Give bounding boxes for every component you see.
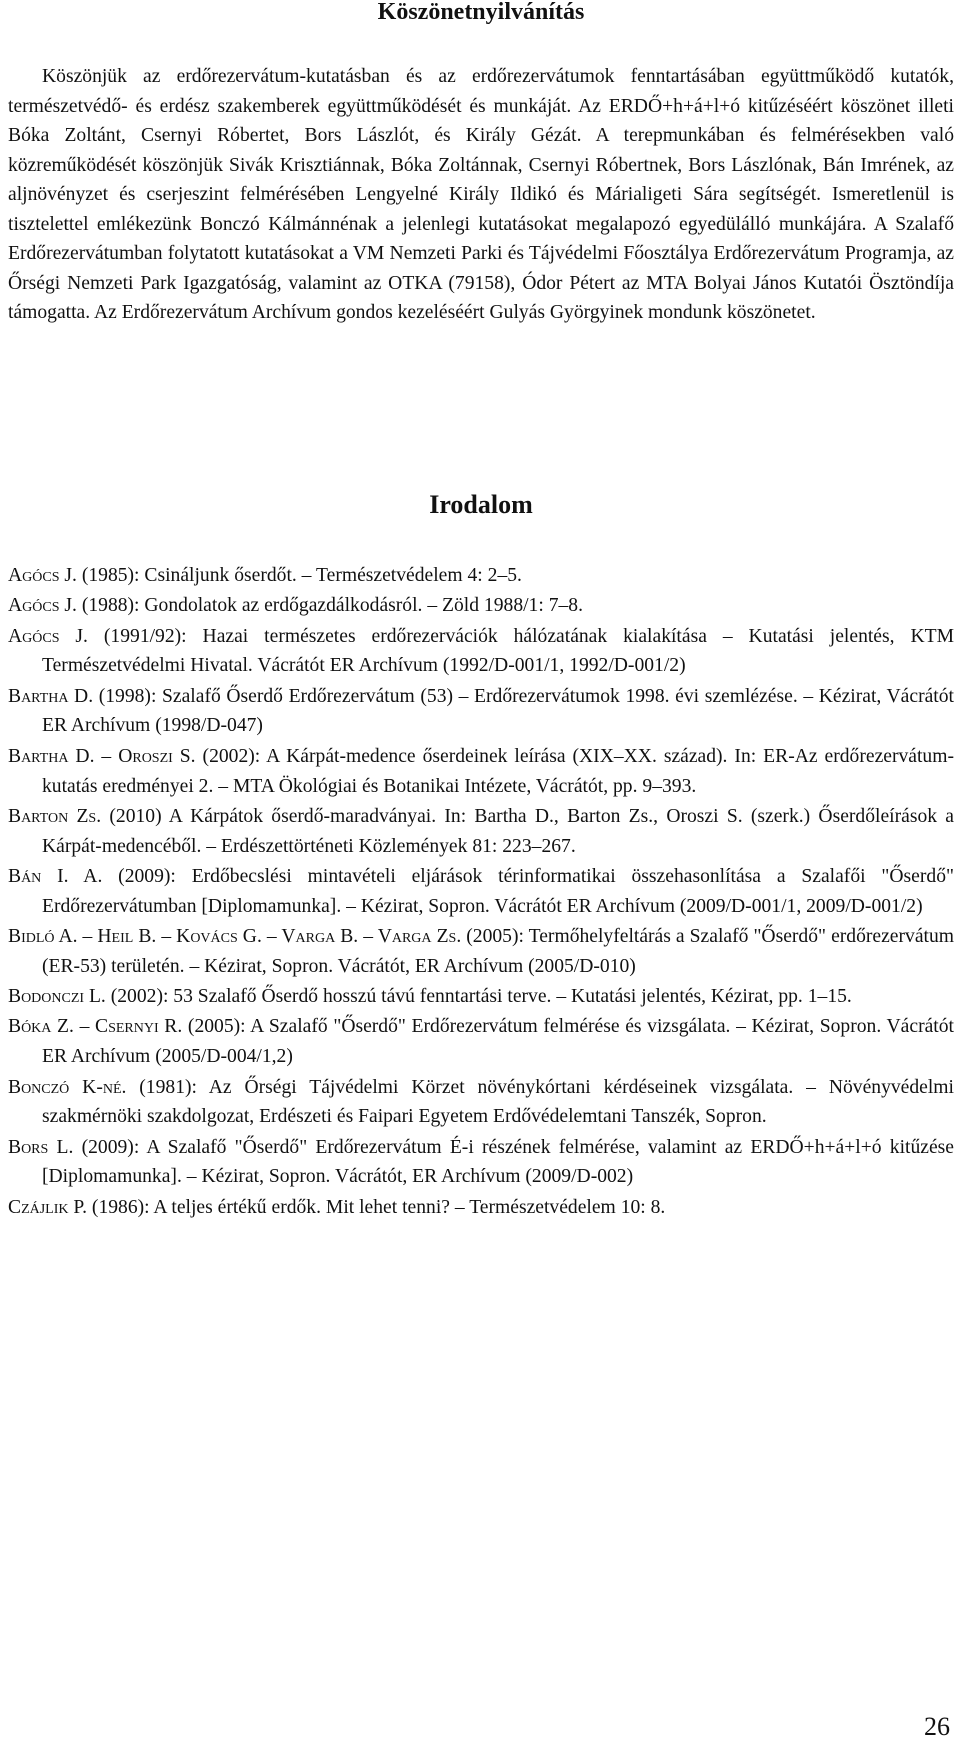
reference-text: (1998): Szalafő Őserdő Erdőrezervátum (53) – Erdőrezervátumok 1998. évi szemlézése. – Kézirat, Vácrátót ER Archívum (1998/D-047) xyxy=(42,685,954,737)
reference-item xyxy=(8,922,954,982)
reference-text: (2009): Erdőbecslési mintavételi eljárások térinformatikai összehasonlítása a Szalafői "Őserdő" Erdőrezervátumban [Diplomamunka]. – Kézirat, Sopron. Vácrátót ER Archívum (2009/D-001/1, 2009/D-001/2) xyxy=(42,865,954,917)
reference-item xyxy=(8,591,954,621)
reference-author: Bodonczi L. xyxy=(8,986,106,1008)
reference-author: Bonczó K-né. xyxy=(8,1076,127,1098)
reference-list xyxy=(8,561,954,1223)
acknowledgements-paragraph: Köszönjük az erdőrezervátum-kutatásban és az erdőrezervátumok fenntartásában együttműködő kutatók, természetvédő- és erdész szakemberek együttműködését és munkáját. Az ERDŐ+h+á+l+ó kitűzéséért köszönet illeti Bóka Zoltánt, Csernyi Róbertet, Bors Lászlót, és Király Gézát. A terepmunkában és felmérésekben való közreműködését köszönjük Sivák Krisztiánnak, Bóka Zoltánnak, Csernyi Róbertnek, Bors Lászlónak, Bán Imrének, az aljnövényzet és cserjeszint felmérésében Lengyelné Király Ildikó és Márialigeti Sára segítségét. Ismeretlenül is tisztelettel emlékezünk Bonczó Kálmánnénak a jelenlegi kutatásokat megalapozó egyedülálló munkájára. A Szalafő Erdőrezervátumban folytatott kutatásokat a VM Nemzeti Parki és Tájvédelmi Főosztálya Erdőrezervátum Programja, az Őrségi Nemzeti Park Igazgatóság, valamint az OTKA (79158), Ódor Pétert az MTA Bolyai János Kutatói Ösztöndíja támogatta. Az Erdőrezervátum Archívum gondos kezeléséért Gulyás Györgyinek mondunk köszönetet. xyxy=(8,66,954,323)
reference-item xyxy=(8,742,954,802)
reference-author: Bors L. xyxy=(8,1136,74,1158)
reference-item xyxy=(8,1073,954,1133)
reference-text: (1981): Az Őrségi Tájvédelmi Körzet növénykórtani kérdéseinek vizsgálata. – Növényvédelmi szakmérnöki szakdolgozat, Erdészeti és Faipari Egyetem Erdővédelemtani Tanszék, Sopron. xyxy=(42,1076,954,1128)
reference-author: Bóka Z. – Csernyi R. xyxy=(8,1016,183,1038)
reference-author: Bartha D. – Oroszi S. xyxy=(8,745,196,767)
reference-author: Agócs J. xyxy=(8,595,77,617)
reference-author: Czájlik P. xyxy=(8,1196,88,1218)
reference-text: (2009): A Szalafő "Őserdő" Erdőrezervátum É-i részének felmérése, valamint az ERDŐ+h+á+l+ó kitűzése [Diplomamunka]. – Kézirat, Sopron. Vácrátót, ER Archívum (2009/D-002) xyxy=(42,1136,954,1188)
reference-text: (2010) A Kárpátok őserdő-maradványai. In: Bartha D., Barton Zs., Oroszi S. (szerk.) Őserdőleírások a Kárpát-medencéből. – Erdészettörténeti Közlemények 81: 223–267. xyxy=(42,805,954,857)
reference-text: (2005): Termőhelyfeltárás a Szalafő "Őserdő" erdőrezervátum (ER-53) területén. – Kézirat, Sopron. Vácrátót, ER Archívum (2005/D-010) xyxy=(42,926,954,977)
reference-item xyxy=(8,1193,954,1223)
reference-text: (1988): Gondolatok az erdőgazdálkodásról. – Zöld 1988/1: 7–8. xyxy=(76,595,583,617)
document-page xyxy=(8,0,954,1750)
reference-item xyxy=(8,862,954,922)
reference-author: Bidló A. – Heil B. – Kovács G. – Varga B. – Varga Zs. xyxy=(8,926,462,948)
reference-item xyxy=(8,1012,954,1072)
reference-item xyxy=(8,802,954,862)
reference-author: Agócs J. xyxy=(8,625,88,647)
reference-text: (2002): 53 Szalafő Őserdő hosszú távú fenntartási terve. – Kutatási jelentés, Kézirat, pp. 1–15. xyxy=(105,986,852,1008)
reference-item xyxy=(8,1133,954,1193)
reference-text: (1985): Csináljunk őserdőt. – Természetvédelem 4: 2–5. xyxy=(76,565,522,586)
acknowledgements-heading: Köszönetnyilvánítás xyxy=(377,0,585,25)
reference-text: (2002): A Kárpát-medence őserdeinek leírása (XIX–XX. század). In: ER-Az erdőrezervátum-kutatás eredményei 2. – MTA Ökológiai és Botanikai Intézete, Vácrátót, pp. 9–393. xyxy=(42,745,954,797)
reference-item xyxy=(8,682,954,742)
reference-author: Agócs J. xyxy=(8,565,77,586)
reference-author: Bán I. A. xyxy=(8,865,103,887)
references-heading: Irodalom xyxy=(429,490,533,519)
reference-item xyxy=(8,982,954,1012)
reference-item xyxy=(8,622,954,682)
page-number: 26 xyxy=(924,1712,950,1741)
reference-author: Barton Zs. xyxy=(8,805,102,827)
reference-text: (1986): A teljes értékű erdők. Mit lehet tenni? – Természetvédelem 10: 8. xyxy=(87,1196,666,1218)
reference-text: (2005): A Szalafő "Őserdő" Erdőrezervátum felmérése és vizsgálata. – Kézirat, Sopron. Vácrátót ER Archívum (2005/D-004/1,2) xyxy=(42,1016,954,1068)
reference-author: Bartha D. xyxy=(8,685,94,707)
reference-text: (1991/92): Hazai természetes erdőrezervációk hálózatának kialakítása – Kutatási jelentés, KTM Természetvédelmi Hivatal. Vácrátót ER Archívum (1992/D-001/1, 1992/D-001/2) xyxy=(42,625,955,677)
reference-item xyxy=(8,561,954,591)
